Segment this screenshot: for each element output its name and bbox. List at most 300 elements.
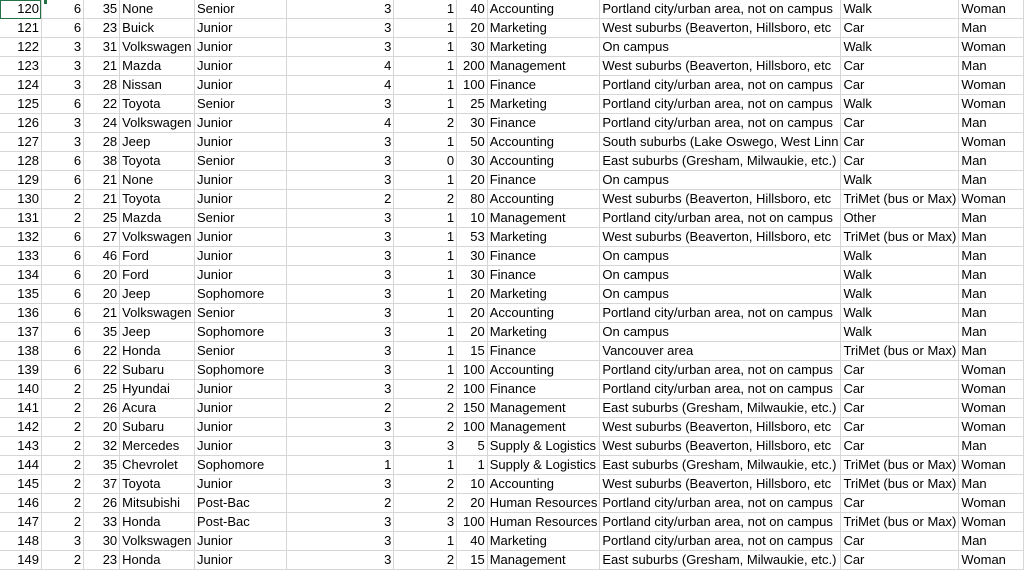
table-cell[interactable]: Portland city/urban area, not on campus <box>600 304 841 323</box>
table-cell[interactable]: 21 <box>84 190 120 209</box>
row-header[interactable]: 141 <box>0 399 41 418</box>
table-cell[interactable]: 1 <box>394 532 457 551</box>
table-cell[interactable]: Chevrolet <box>120 456 195 475</box>
table-cell[interactable]: Subaru <box>120 418 195 437</box>
table-cell[interactable]: Jeep <box>120 323 195 342</box>
table-cell[interactable]: Car <box>841 361 959 380</box>
table-cell[interactable]: 1 <box>286 456 394 475</box>
table-cell[interactable]: Car <box>841 399 959 418</box>
table-cell[interactable]: 20 <box>84 418 120 437</box>
table-cell[interactable]: 35 <box>84 323 120 342</box>
table-cell[interactable]: 3 <box>286 19 394 38</box>
table-cell[interactable]: 2 <box>41 437 83 456</box>
table-cell[interactable]: Man <box>959 342 1024 361</box>
table-cell[interactable]: 3 <box>286 437 394 456</box>
table-cell[interactable]: 28 <box>84 76 120 95</box>
table-cell[interactable]: Volkswagen <box>120 532 195 551</box>
table-cell[interactable]: 31 <box>84 38 120 57</box>
table-cell[interactable]: 150 <box>457 399 488 418</box>
row-header[interactable]: 148 <box>0 532 41 551</box>
table-cell[interactable]: 20 <box>457 304 488 323</box>
table-cell[interactable]: West suburbs (Beaverton, Hillsboro, etc <box>600 190 841 209</box>
table-cell[interactable]: 2 <box>41 380 83 399</box>
table-cell[interactable]: 3 <box>286 532 394 551</box>
table-cell[interactable]: 2 <box>41 475 83 494</box>
table-cell[interactable]: 2 <box>394 380 457 399</box>
table-cell[interactable]: Finance <box>487 342 600 361</box>
table-cell[interactable]: Marketing <box>487 323 600 342</box>
table-cell[interactable]: Woman <box>959 399 1024 418</box>
table-cell[interactable]: Woman <box>959 456 1024 475</box>
table-cell[interactable]: 33 <box>84 513 120 532</box>
table-cell[interactable]: 27 <box>84 228 120 247</box>
table-cell[interactable]: 50 <box>457 133 488 152</box>
table-cell[interactable]: 1 <box>394 285 457 304</box>
table-cell[interactable]: Marketing <box>487 38 600 57</box>
table-cell[interactable]: Finance <box>487 76 600 95</box>
table-cell[interactable]: West suburbs (Beaverton, Hillsboro, etc <box>600 475 841 494</box>
table-cell[interactable]: 100 <box>457 418 488 437</box>
row-header[interactable]: 130 <box>0 190 41 209</box>
table-cell[interactable]: 30 <box>457 247 488 266</box>
table-cell[interactable]: Man <box>959 57 1024 76</box>
table-cell[interactable]: Management <box>487 57 600 76</box>
table-cell[interactable]: Management <box>487 209 600 228</box>
table-cell[interactable]: 1 <box>394 342 457 361</box>
table-cell[interactable]: 20 <box>457 285 488 304</box>
table-cell[interactable]: Walk <box>841 95 959 114</box>
table-cell[interactable]: 3 <box>286 152 394 171</box>
table-cell[interactable]: Mercedes <box>120 437 195 456</box>
table-cell[interactable]: 3 <box>286 380 394 399</box>
table-cell[interactable]: 30 <box>457 38 488 57</box>
row-header[interactable]: 136 <box>0 304 41 323</box>
table-cell[interactable]: Portland city/urban area, not on campus <box>600 494 841 513</box>
table-cell[interactable]: 1 <box>394 57 457 76</box>
table-cell[interactable]: West suburbs (Beaverton, Hillsboro, etc <box>600 57 841 76</box>
table-cell[interactable]: Junior <box>194 418 286 437</box>
table-cell[interactable]: Post-Bac <box>194 513 286 532</box>
table-cell[interactable]: 3 <box>286 95 394 114</box>
table-cell[interactable]: Woman <box>959 38 1024 57</box>
table-cell[interactable]: 3 <box>286 551 394 570</box>
table-cell[interactable]: Supply & Logistics <box>487 456 600 475</box>
table-cell[interactable]: Woman <box>959 494 1024 513</box>
row-header[interactable]: 122 <box>0 38 41 57</box>
table-cell[interactable]: 26 <box>84 399 120 418</box>
table-cell[interactable]: 1 <box>394 456 457 475</box>
table-cell[interactable]: None <box>120 0 195 19</box>
table-cell[interactable]: 1 <box>394 304 457 323</box>
table-cell[interactable]: Car <box>841 380 959 399</box>
table-cell[interactable]: Walk <box>841 171 959 190</box>
table-cell[interactable]: Vancouver area <box>600 342 841 361</box>
row-header[interactable]: 135 <box>0 285 41 304</box>
table-cell[interactable]: 28 <box>84 133 120 152</box>
table-cell[interactable]: 1 <box>394 323 457 342</box>
table-cell[interactable]: 25 <box>84 209 120 228</box>
table-cell[interactable]: 6 <box>41 342 83 361</box>
table-cell[interactable]: Woman <box>959 95 1024 114</box>
table-cell[interactable]: Man <box>959 304 1024 323</box>
table-cell[interactable]: Car <box>841 418 959 437</box>
table-cell[interactable]: Senior <box>194 0 286 19</box>
table-cell[interactable]: Woman <box>959 76 1024 95</box>
table-cell[interactable]: Junior <box>194 437 286 456</box>
table-cell[interactable]: 6 <box>41 285 83 304</box>
table-cell[interactable]: Jeep <box>120 285 195 304</box>
table-cell[interactable]: 23 <box>84 19 120 38</box>
table-cell[interactable]: 1 <box>394 19 457 38</box>
table-cell[interactable]: Buick <box>120 19 195 38</box>
table-cell[interactable]: Walk <box>841 304 959 323</box>
table-cell[interactable]: 53 <box>457 228 488 247</box>
table-cell[interactable]: Other <box>841 209 959 228</box>
table-cell[interactable]: 32 <box>84 437 120 456</box>
table-cell[interactable]: Senior <box>194 209 286 228</box>
table-cell[interactable]: 6 <box>41 361 83 380</box>
table-cell[interactable]: On campus <box>600 247 841 266</box>
table-cell[interactable]: 1 <box>394 133 457 152</box>
table-cell[interactable]: Car <box>841 19 959 38</box>
table-cell[interactable]: 10 <box>457 209 488 228</box>
table-cell[interactable]: 3 <box>286 361 394 380</box>
table-cell[interactable]: Man <box>959 285 1024 304</box>
table-cell[interactable]: 2 <box>41 551 83 570</box>
table-cell[interactable]: Woman <box>959 190 1024 209</box>
table-cell[interactable]: 6 <box>41 19 83 38</box>
table-cell[interactable]: Accounting <box>487 133 600 152</box>
table-cell[interactable]: 30 <box>84 532 120 551</box>
table-cell[interactable]: 3 <box>41 114 83 133</box>
table-cell[interactable]: 3 <box>394 437 457 456</box>
table-cell[interactable]: 1 <box>394 38 457 57</box>
table-cell[interactable]: 3 <box>286 38 394 57</box>
table-cell[interactable]: Junior <box>194 133 286 152</box>
row-header[interactable]: 133 <box>0 247 41 266</box>
table-cell[interactable]: Human Resources <box>487 494 600 513</box>
table-cell[interactable]: Marketing <box>487 228 600 247</box>
table-cell[interactable]: 1 <box>394 266 457 285</box>
table-cell[interactable]: Junior <box>194 380 286 399</box>
table-cell[interactable]: Marketing <box>487 95 600 114</box>
table-cell[interactable]: Walk <box>841 247 959 266</box>
table-cell[interactable]: 3 <box>286 0 394 19</box>
table-cell[interactable]: Marketing <box>487 532 600 551</box>
row-header[interactable]: 140 <box>0 380 41 399</box>
table-cell[interactable]: 3 <box>286 171 394 190</box>
table-cell[interactable]: TriMet (bus or Max) <box>841 228 959 247</box>
row-header[interactable]: 131 <box>0 209 41 228</box>
table-cell[interactable]: 15 <box>457 342 488 361</box>
table-cell[interactable]: Woman <box>959 418 1024 437</box>
table-cell[interactable]: Junior <box>194 532 286 551</box>
table-cell[interactable]: 21 <box>84 57 120 76</box>
table-cell[interactable]: 100 <box>457 361 488 380</box>
table-cell[interactable]: 4 <box>286 114 394 133</box>
table-cell[interactable]: 3 <box>41 57 83 76</box>
table-cell[interactable]: Acura <box>120 399 195 418</box>
table-cell[interactable]: Woman <box>959 133 1024 152</box>
table-cell[interactable]: Accounting <box>487 475 600 494</box>
table-cell[interactable]: 20 <box>457 494 488 513</box>
table-cell[interactable]: 20 <box>84 266 120 285</box>
table-cell[interactable]: West suburbs (Beaverton, Hillsboro, etc <box>600 19 841 38</box>
table-cell[interactable]: Car <box>841 551 959 570</box>
table-cell[interactable]: 4 <box>286 57 394 76</box>
table-cell[interactable]: 1 <box>394 171 457 190</box>
table-cell[interactable]: 37 <box>84 475 120 494</box>
row-header[interactable]: 134 <box>0 266 41 285</box>
table-cell[interactable]: 30 <box>457 152 488 171</box>
table-cell[interactable]: 40 <box>457 0 488 19</box>
table-cell[interactable]: 2 <box>394 551 457 570</box>
table-cell[interactable]: Man <box>959 114 1024 133</box>
table-cell[interactable]: 1 <box>394 247 457 266</box>
table-cell[interactable]: Mitsubishi <box>120 494 195 513</box>
table-cell[interactable]: Walk <box>841 0 959 19</box>
row-header[interactable]: 146 <box>0 494 41 513</box>
table-cell[interactable]: Marketing <box>487 285 600 304</box>
row-header[interactable]: 128 <box>0 152 41 171</box>
table-cell[interactable]: Honda <box>120 551 195 570</box>
table-cell[interactable]: 2 <box>41 513 83 532</box>
table-cell[interactable]: 1 <box>394 209 457 228</box>
table-cell[interactable]: TriMet (bus or Max) <box>841 190 959 209</box>
table-cell[interactable]: 2 <box>41 456 83 475</box>
table-cell[interactable]: Car <box>841 437 959 456</box>
table-cell[interactable]: Accounting <box>487 361 600 380</box>
table-cell[interactable]: Man <box>959 209 1024 228</box>
table-cell[interactable]: Finance <box>487 114 600 133</box>
table-cell[interactable]: 0 <box>394 152 457 171</box>
table-cell[interactable]: Portland city/urban area, not on campus <box>600 513 841 532</box>
table-cell[interactable]: 2 <box>394 418 457 437</box>
table-cell[interactable]: Mazda <box>120 209 195 228</box>
table-cell[interactable]: 35 <box>84 0 120 19</box>
table-cell[interactable]: Portland city/urban area, not on campus <box>600 0 841 19</box>
table-cell[interactable]: 3 <box>286 418 394 437</box>
table-cell[interactable]: 1 <box>457 456 488 475</box>
table-cell[interactable]: Woman <box>959 361 1024 380</box>
table-cell[interactable]: Portland city/urban area, not on campus <box>600 76 841 95</box>
table-cell[interactable]: Accounting <box>487 0 600 19</box>
table-cell[interactable]: Junior <box>194 399 286 418</box>
row-header[interactable]: 144 <box>0 456 41 475</box>
table-cell[interactable]: 1 <box>394 361 457 380</box>
table-cell[interactable]: 2 <box>394 475 457 494</box>
table-cell[interactable]: Ford <box>120 247 195 266</box>
table-cell[interactable]: 2 <box>41 209 83 228</box>
table-cell[interactable]: Woman <box>959 380 1024 399</box>
table-cell[interactable]: Woman <box>959 513 1024 532</box>
table-cell[interactable]: TriMet (bus or Max) <box>841 456 959 475</box>
table-cell[interactable]: 15 <box>457 551 488 570</box>
table-cell[interactable]: 38 <box>84 152 120 171</box>
table-cell[interactable]: 22 <box>84 342 120 361</box>
table-cell[interactable]: Junior <box>194 475 286 494</box>
table-cell[interactable]: 3 <box>286 266 394 285</box>
table-cell[interactable]: 6 <box>41 95 83 114</box>
table-cell[interactable]: 6 <box>41 0 83 19</box>
table-cell[interactable]: Car <box>841 532 959 551</box>
table-cell[interactable]: Walk <box>841 323 959 342</box>
table-cell[interactable]: Man <box>959 437 1024 456</box>
table-cell[interactable]: 30 <box>457 114 488 133</box>
table-cell[interactable]: Sophomore <box>194 361 286 380</box>
table-cell[interactable]: 6 <box>41 152 83 171</box>
table-cell[interactable]: 6 <box>41 304 83 323</box>
table-cell[interactable]: 1 <box>394 228 457 247</box>
row-header[interactable]: 149 <box>0 551 41 570</box>
table-cell[interactable]: Car <box>841 152 959 171</box>
table-cell[interactable]: East suburbs (Gresham, Milwaukie, etc.) <box>600 152 841 171</box>
table-cell[interactable]: Toyota <box>120 95 195 114</box>
table-cell[interactable]: Finance <box>487 380 600 399</box>
table-cell[interactable]: On campus <box>600 285 841 304</box>
table-cell[interactable]: Mazda <box>120 57 195 76</box>
table-cell[interactable]: 3 <box>41 532 83 551</box>
table-cell[interactable]: 24 <box>84 114 120 133</box>
table-cell[interactable]: 1 <box>394 95 457 114</box>
table-cell[interactable]: 1 <box>394 76 457 95</box>
table-cell[interactable]: Jeep <box>120 133 195 152</box>
table-cell[interactable]: Woman <box>959 551 1024 570</box>
table-cell[interactable]: None <box>120 171 195 190</box>
table-cell[interactable]: 3 <box>286 323 394 342</box>
table-cell[interactable]: 3 <box>41 76 83 95</box>
table-cell[interactable]: Accounting <box>487 152 600 171</box>
table-cell[interactable]: 3 <box>394 513 457 532</box>
table-cell[interactable]: 200 <box>457 57 488 76</box>
table-cell[interactable]: West suburbs (Beaverton, Hillsboro, etc <box>600 437 841 456</box>
table-cell[interactable]: Post-Bac <box>194 494 286 513</box>
table-cell[interactable]: Marketing <box>487 19 600 38</box>
table-cell[interactable]: Woman <box>959 0 1024 19</box>
table-cell[interactable]: 21 <box>84 304 120 323</box>
table-cell[interactable]: 2 <box>41 399 83 418</box>
table-cell[interactable]: 22 <box>84 95 120 114</box>
table-cell[interactable]: Sophomore <box>194 456 286 475</box>
table-cell[interactable]: Ford <box>120 266 195 285</box>
table-cell[interactable]: Finance <box>487 247 600 266</box>
table-cell[interactable]: 2 <box>286 399 394 418</box>
row-header[interactable]: 147 <box>0 513 41 532</box>
table-cell[interactable]: Senior <box>194 304 286 323</box>
table-cell[interactable]: Sophomore <box>194 285 286 304</box>
table-cell[interactable]: 3 <box>41 133 83 152</box>
table-cell[interactable]: TriMet (bus or Max) <box>841 475 959 494</box>
table-cell[interactable]: Junior <box>194 247 286 266</box>
table-cell[interactable]: 6 <box>41 228 83 247</box>
table-cell[interactable]: Car <box>841 133 959 152</box>
row-header[interactable]: 125 <box>0 95 41 114</box>
table-cell[interactable]: 100 <box>457 513 488 532</box>
table-cell[interactable]: Sophomore <box>194 323 286 342</box>
table-cell[interactable]: 1 <box>394 0 457 19</box>
table-cell[interactable]: Honda <box>120 342 195 361</box>
row-header[interactable]: 129 <box>0 171 41 190</box>
table-cell[interactable]: Walk <box>841 38 959 57</box>
table-cell[interactable]: Management <box>487 399 600 418</box>
table-cell[interactable]: 2 <box>394 399 457 418</box>
table-cell[interactable]: Junior <box>194 57 286 76</box>
table-cell[interactable]: On campus <box>600 323 841 342</box>
table-cell[interactable]: On campus <box>600 38 841 57</box>
table-cell[interactable]: Senior <box>194 342 286 361</box>
table-cell[interactable]: 3 <box>286 133 394 152</box>
table-cell[interactable]: 3 <box>286 285 394 304</box>
table-cell[interactable]: Honda <box>120 513 195 532</box>
table-cell[interactable]: Toyota <box>120 190 195 209</box>
table-cell[interactable]: 10 <box>457 475 488 494</box>
row-header[interactable]: 123 <box>0 57 41 76</box>
table-cell[interactable]: Human Resources <box>487 513 600 532</box>
table-cell[interactable]: 100 <box>457 380 488 399</box>
table-cell[interactable]: Portland city/urban area, not on campus <box>600 95 841 114</box>
table-cell[interactable]: 80 <box>457 190 488 209</box>
table-cell[interactable]: Junior <box>194 19 286 38</box>
table-cell[interactable]: 2 <box>41 494 83 513</box>
table-cell[interactable]: Management <box>487 418 600 437</box>
table-cell[interactable]: Volkswagen <box>120 228 195 247</box>
row-header[interactable]: 124 <box>0 76 41 95</box>
table-cell[interactable]: Man <box>959 152 1024 171</box>
table-cell[interactable]: Junior <box>194 76 286 95</box>
table-cell[interactable]: 3 <box>286 342 394 361</box>
table-cell[interactable]: 26 <box>84 494 120 513</box>
table-cell[interactable]: TriMet (bus or Max) <box>841 342 959 361</box>
table-cell[interactable]: Junior <box>194 228 286 247</box>
row-header[interactable]: 126 <box>0 114 41 133</box>
table-cell[interactable]: 3 <box>286 247 394 266</box>
row-header[interactable]: 121 <box>0 19 41 38</box>
row-header[interactable]: 142 <box>0 418 41 437</box>
table-cell[interactable]: Portland city/urban area, not on campus <box>600 380 841 399</box>
table-cell[interactable]: Finance <box>487 266 600 285</box>
table-cell[interactable]: Toyota <box>120 152 195 171</box>
table-cell[interactable]: Toyota <box>120 475 195 494</box>
table-cell[interactable]: 3 <box>286 475 394 494</box>
table-cell[interactable]: 6 <box>41 171 83 190</box>
table-cell[interactable]: Senior <box>194 152 286 171</box>
table-cell[interactable]: Portland city/urban area, not on campus <box>600 532 841 551</box>
table-cell[interactable]: Nissan <box>120 76 195 95</box>
table-cell[interactable]: 3 <box>286 209 394 228</box>
table-cell[interactable]: 2 <box>394 494 457 513</box>
row-header[interactable]: 139 <box>0 361 41 380</box>
table-cell[interactable]: Accounting <box>487 190 600 209</box>
table-cell[interactable]: TriMet (bus or Max) <box>841 513 959 532</box>
table-cell[interactable]: Supply & Logistics <box>487 437 600 456</box>
table-cell[interactable]: 21 <box>84 171 120 190</box>
table-cell[interactable]: Car <box>841 114 959 133</box>
table-cell[interactable]: 2 <box>286 494 394 513</box>
row-header[interactable]: 127 <box>0 133 41 152</box>
table-cell[interactable]: 3 <box>286 513 394 532</box>
table-cell[interactable]: 3 <box>286 304 394 323</box>
table-cell[interactable]: Man <box>959 228 1024 247</box>
table-cell[interactable]: Junior <box>194 171 286 190</box>
table-cell[interactable]: Subaru <box>120 361 195 380</box>
table-cell[interactable]: 22 <box>84 361 120 380</box>
table-cell[interactable]: 2 <box>286 190 394 209</box>
table-cell[interactable]: Man <box>959 323 1024 342</box>
table-cell[interactable]: 30 <box>457 266 488 285</box>
row-header[interactable]: 145 <box>0 475 41 494</box>
table-cell[interactable]: Portland city/urban area, not on campus <box>600 209 841 228</box>
table-cell[interactable]: Car <box>841 57 959 76</box>
